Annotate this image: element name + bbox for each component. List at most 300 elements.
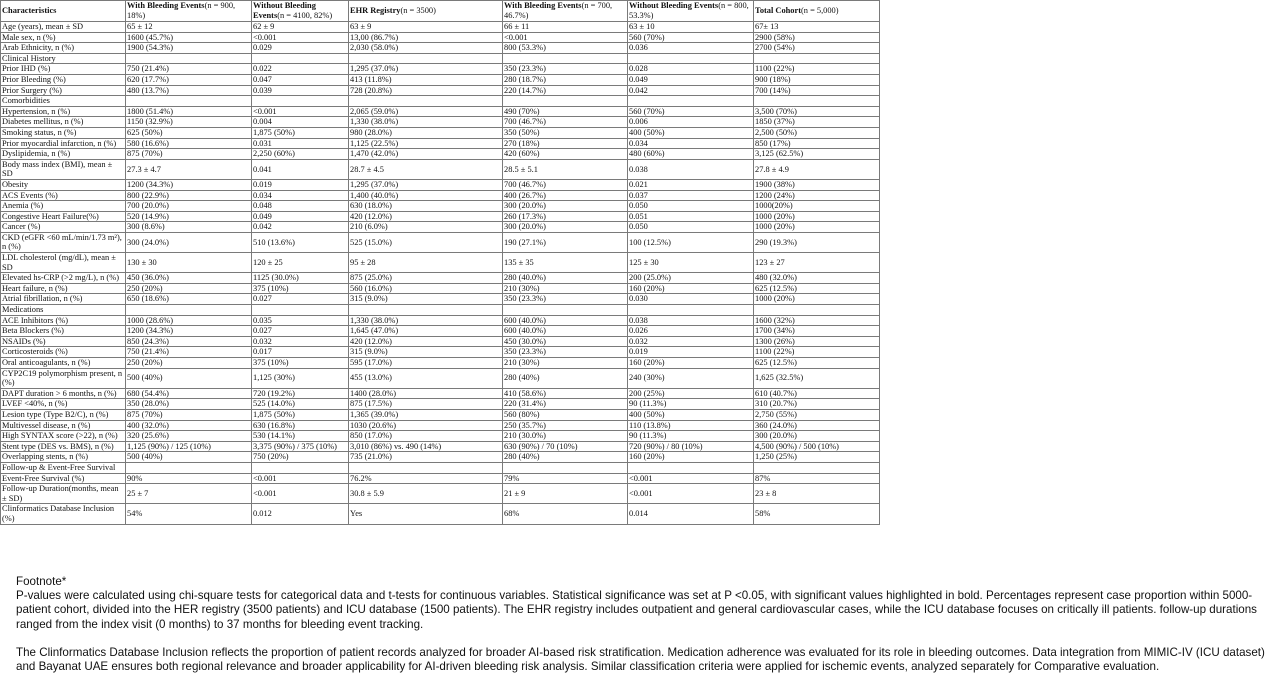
row-label-cell: Clinformatics Database Inclusion (%) [1,504,126,524]
row-label-cell: Hypertension, n (%) [1,106,126,117]
table-cell: 270 (18%) [503,138,628,149]
table-cell: 0.028 [628,64,754,75]
table-cell: 0.019 [628,347,754,358]
table-cell: 125 ± 30 [628,253,754,273]
table-row [1,96,880,107]
table-cell: 630 (16.8%) [252,420,349,431]
column-header [628,1,754,22]
table-row [1,462,880,473]
table-cell: 0.034 [628,138,754,149]
table-cell: 1000 (28.6%) [126,315,252,326]
table-cell: 2,500 (50%) [754,127,880,138]
table-cell: 200 (25.0%) [628,273,754,284]
table-cell: 1,330 (38.0%) [349,315,503,326]
table-row [1,85,880,96]
table-cell: 0.006 [628,117,754,128]
table-row [1,43,880,54]
table-cell: 2,030 (58.0%) [349,43,503,54]
table-row [1,273,880,284]
table-cell: 750 (20%) [252,452,349,463]
table-cell: 610 (40.7%) [754,388,880,399]
table-cell: <0.001 [252,484,349,504]
table-cell: 1200 (34.3%) [126,179,252,190]
table-cell: 420 (60%) [503,149,628,160]
table-row [1,127,880,138]
table-cell: 1125 (30.0%) [252,273,349,284]
table-cell: 30.8 ± 5.9 [349,484,503,504]
paragraph-gap [16,632,1278,646]
table-row [1,294,880,305]
table-cell: 1900 (54.3%) [126,43,252,54]
table-cell [628,96,754,107]
table-cell: 21 ± 9 [503,484,628,504]
table-cell [349,305,503,316]
table-cell: 750 (21.4%) [126,347,252,358]
row-label-cell: Event-Free Survival (%) [1,473,126,484]
table-cell: 1150 (32.9%) [126,117,252,128]
column-header [754,1,880,22]
table-cell: 120 ± 25 [252,253,349,273]
row-label-cell: Diabetes mellitus, n (%) [1,117,126,128]
table-row [1,441,880,452]
table-cell: 630 (18.0%) [349,201,503,212]
table-cell: 13,00 (86.7%) [349,32,503,43]
table-cell: 1,875 (50%) [252,409,349,420]
table-row [1,222,880,233]
table-header-row [1,1,880,22]
table-cell: 500 (40%) [126,368,252,388]
column-header-title: Without Bleeding Events [629,1,719,11]
row-label-cell: Cancer (%) [1,222,126,233]
table-cell: 260 (17.3%) [503,211,628,222]
table-row [1,159,880,179]
table-cell: 0.049 [628,74,754,85]
table-cell: 1800 (51.4%) [126,106,252,117]
table-cell: 1,125 (90%) / 125 (10%) [126,441,252,452]
table-cell: 0.031 [252,138,349,149]
table-cell: Yes [349,504,503,524]
table-cell: 560 (70%) [628,32,754,43]
table-cell: 525 (15.0%) [349,232,503,252]
table-cell: 190 (27.1%) [503,232,628,252]
table-cell: 90 (11.3%) [628,431,754,442]
table-cell: 200 (25%) [628,388,754,399]
table-cell: 300 (8.6%) [126,222,252,233]
table-cell: 450 (36.0%) [126,273,252,284]
table-row [1,409,880,420]
table-cell: 23 ± 8 [754,484,880,504]
table-cell [126,462,252,473]
table-cell: 95 ± 28 [349,253,503,273]
table-cell: 720 (90%) / 80 (10%) [628,441,754,452]
table-cell: 420 (12.0%) [349,211,503,222]
row-label-cell: LVEF <40%, n (%) [1,399,126,410]
table-cell: 0.037 [628,190,754,201]
footnote-title: Footnote* [16,575,67,588]
table-row [1,211,880,222]
row-label-cell: ACS Events (%) [1,190,126,201]
table-row [1,32,880,43]
table-cell: 27.3 ± 4.7 [126,159,252,179]
table-cell: 350 (23.3%) [503,347,628,358]
table-cell: 0.034 [252,190,349,201]
row-label-cell: ACE Inhibitors (%) [1,315,126,326]
table-cell: 410 (58.6%) [503,388,628,399]
table-cell: 67± 13 [754,22,880,33]
table-cell: 0.041 [252,159,349,179]
table-cell: 0.049 [252,211,349,222]
column-header-count: (n = 3500) [400,6,436,16]
table-cell: 0.017 [252,347,349,358]
row-label-cell: Anemia (%) [1,201,126,212]
table-cell: 735 (21.0%) [349,452,503,463]
table-cell: <0.001 [252,473,349,484]
row-label-cell: Oral anticoagulants, n (%) [1,358,126,369]
table-cell: 1,295 (37.0%) [349,64,503,75]
table-cell: 1300 (26%) [754,336,880,347]
table-cell: 595 (17.0%) [349,358,503,369]
table-cell: 220 (31.4%) [503,399,628,410]
table-cell: 850 (17.0%) [349,431,503,442]
table-cell: 350 (50%) [503,127,628,138]
row-label-cell: Prior Bleeding (%) [1,74,126,85]
table-cell: 0.047 [252,74,349,85]
table-cell: 525 (14.0%) [252,399,349,410]
table-cell: <0.001 [252,32,349,43]
table-cell: 65 ± 12 [126,22,252,33]
table-cell: 0.050 [628,201,754,212]
row-label-cell: Lesion type (Type B2/C), n (%) [1,409,126,420]
table-cell: 0.050 [628,222,754,233]
table-cell: 0.029 [252,43,349,54]
table-cell: 0.027 [252,294,349,305]
table-cell: 76.2% [349,473,503,484]
table-cell: 1030 (20.6%) [349,420,503,431]
table-row [1,253,880,273]
table-cell: 1000(20%) [754,201,880,212]
table-cell: 728 (20.8%) [349,85,503,96]
table-cell: 130 ± 30 [126,253,252,273]
table-cell: 560 (16.0%) [349,283,503,294]
table-cell: 400 (50%) [628,409,754,420]
table-cell: 0.026 [628,326,754,337]
table-cell: 4,500 (90%) / 500 (10%) [754,441,880,452]
table-cell [126,305,252,316]
column-header-count: (n = 900, 18%) [127,1,236,20]
row-label-cell: Corticosteroids (%) [1,347,126,358]
table-cell: 1700 (34%) [754,326,880,337]
table-cell: 87% [754,473,880,484]
row-label-cell: Overlapping stents, n (%) [1,452,126,463]
row-label-cell: Clinical History [1,53,126,64]
row-label-cell: Male sex, n (%) [1,32,126,43]
table-cell: 2700 (54%) [754,43,880,54]
table-cell: 0.004 [252,117,349,128]
table-cell [628,305,754,316]
table-cell: 360 (24.0%) [754,420,880,431]
table-row [1,368,880,388]
table-cell: 1,295 (37.0%) [349,179,503,190]
row-label-cell: Prior myocardial infarction, n (%) [1,138,126,149]
table-cell: 630 (90%) / 70 (10%) [503,441,628,452]
table-cell: 800 (53.3%) [503,43,628,54]
table-cell: 0.042 [628,85,754,96]
table-cell: 700 (14%) [754,85,880,96]
table-cell: 625 (50%) [126,127,252,138]
table-row [1,64,880,75]
table-cell: 800 (22.9%) [126,190,252,201]
table-row [1,388,880,399]
table-cell: 750 (21.4%) [126,64,252,75]
table-cell [503,96,628,107]
table-cell: 1200 (24%) [754,190,880,201]
table-row [1,420,880,431]
table-row [1,473,880,484]
table-cell: 280 (18.7%) [503,74,628,85]
table-cell: 1,125 (22.5%) [349,138,503,149]
table-cell: 500 (40%) [126,452,252,463]
column-header-count: (n = 4100, 82%) [277,11,333,20]
table-cell: 28.7 ± 4.5 [349,159,503,179]
table-cell: 300 (24.0%) [126,232,252,252]
table-cell: 66 ± 11 [503,22,628,33]
table-cell: 3,125 (62.5%) [754,149,880,160]
footnote [16,575,1278,674]
row-label-cell: Arab Ethnicity, n (%) [1,43,126,54]
table-cell: 1100 (22%) [754,64,880,75]
table-cell: 250 (20%) [126,358,252,369]
column-header [349,1,503,22]
table-cell: 455 (13.0%) [349,368,503,388]
table-cell: 850 (17%) [754,138,880,149]
table-row [1,22,880,33]
table-cell: 280 (40.0%) [503,273,628,284]
table-cell: 0.021 [628,179,754,190]
table-cell: <0.001 [503,32,628,43]
table-cell: 1,125 (30%) [252,368,349,388]
table-cell: 68% [503,504,628,524]
row-label-cell: CYP2C19 polymorphism present, n (%) [1,368,126,388]
row-label-cell: Body mass index (BMI), mean ± SD [1,159,126,179]
table-row [1,399,880,410]
table-cell: 290 (19.3%) [754,232,880,252]
row-label-cell: Heart failure, n (%) [1,283,126,294]
table-cell: 0.035 [252,315,349,326]
table-cell: 0.027 [252,326,349,337]
table-cell: 1600 (45.7%) [126,32,252,43]
table-row [1,179,880,190]
row-label-cell: Smoking status, n (%) [1,127,126,138]
column-header [252,1,349,22]
table-row [1,106,880,117]
table-cell: 2,750 (55%) [754,409,880,420]
row-label-cell: Beta Blockers (%) [1,326,126,337]
table-cell: 350 (23.3%) [503,294,628,305]
table-cell: 520 (14.9%) [126,211,252,222]
table-cell: 620 (17.7%) [126,74,252,85]
table-cell: 650 (18.6%) [126,294,252,305]
table-cell: 3,500 (70%) [754,106,880,117]
table-cell: 1850 (37%) [754,117,880,128]
table-cell: 1600 (32%) [754,315,880,326]
table-cell: 315 (9.0%) [349,294,503,305]
table-cell [252,305,349,316]
row-label-cell: NSAIDs (%) [1,336,126,347]
table-cell: 315 (9.0%) [349,347,503,358]
table-row [1,336,880,347]
table-cell: 250 (35.7%) [503,420,628,431]
table-row [1,149,880,160]
row-label-cell: Prior IHD (%) [1,64,126,75]
table-row [1,138,880,149]
table-row [1,53,880,64]
table-cell: 2,065 (59.0%) [349,106,503,117]
table-cell: 3,375 (90%) / 375 (10%) [252,441,349,452]
table-cell: 210 (6.0%) [349,222,503,233]
table-cell: 480 (60%) [628,149,754,160]
table-cell: 220 (14.7%) [503,85,628,96]
table-cell: 1,400 (40.0%) [349,190,503,201]
table-cell: 375 (10%) [252,283,349,294]
table-cell: 1,645 (47.0%) [349,326,503,337]
row-label-cell: Follow-up & Event-Free Survival [1,462,126,473]
table-cell: 375 (10%) [252,358,349,369]
table-cell [349,96,503,107]
table-cell: 310 (20.7%) [754,399,880,410]
table-cell: 63 ± 10 [628,22,754,33]
table-cell [754,462,880,473]
table-cell: 100 (12.5%) [628,232,754,252]
table-cell: 480 (32.0%) [754,273,880,284]
table-cell: 0.039 [252,85,349,96]
table-cell: 1,330 (38.0%) [349,117,503,128]
table-cell: 450 (30.0%) [503,336,628,347]
table-cell: 0.051 [628,211,754,222]
table-cell [349,462,503,473]
table-cell: 560 (80%) [503,409,628,420]
table-cell: 240 (30%) [628,368,754,388]
table-cell: 2,250 (60%) [252,149,349,160]
row-label-cell: Dyslipidemia, n (%) [1,149,126,160]
table-cell: 875 (17.5%) [349,399,503,410]
row-label-cell: DAPT duration > 6 months, n (%) [1,388,126,399]
table-cell: 79% [503,473,628,484]
table-cell: 28.5 ± 5.1 [503,159,628,179]
table-cell: 720 (19.2%) [252,388,349,399]
table-cell: 580 (16.6%) [126,138,252,149]
column-header [1,1,126,22]
table-row [1,74,880,85]
table-cell: 250 (20%) [126,283,252,294]
table-cell: 530 (14.1%) [252,431,349,442]
column-header-title: Total Cohort [755,6,801,16]
table-row [1,232,880,252]
table-cell: 3,010 (86%) vs. 490 (14%) [349,441,503,452]
table-cell: 0.038 [628,159,754,179]
table-cell: 875 (25.0%) [349,273,503,284]
table-row [1,347,880,358]
row-label-cell: Stent type (DES vs. BMS), n (%) [1,441,126,452]
table-cell: 700 (46.7%) [503,179,628,190]
table-cell: 700 (20.0%) [126,201,252,212]
table-cell: 62 ± 9 [252,22,349,33]
table-cell: 400 (50%) [628,127,754,138]
table-cell: 0.032 [628,336,754,347]
table-cell: 413 (11.8%) [349,74,503,85]
table-cell: 0.030 [628,294,754,305]
table-cell: 280 (40%) [503,452,628,463]
table-cell: 280 (40%) [503,368,628,388]
table-cell: 420 (12.0%) [349,336,503,347]
table-cell: 320 (25.6%) [126,431,252,442]
table-cell [754,53,880,64]
column-header [126,1,252,22]
table-row [1,484,880,504]
table-cell: 1000 (20%) [754,222,880,233]
table-cell: 510 (13.6%) [252,232,349,252]
table-cell [349,53,503,64]
row-label-cell: Comorbidities [1,96,126,107]
table-cell: 0.042 [252,222,349,233]
table-cell: 0.014 [628,504,754,524]
column-header-title: EHR Registry [350,6,401,16]
table-cell [754,96,880,107]
table-cell: 110 (13.8%) [628,420,754,431]
table-cell: 625 (12.5%) [754,283,880,294]
table-cell: 900 (18%) [754,74,880,85]
table-cell: 875 (70%) [126,409,252,420]
table-cell: 1,875 (50%) [252,127,349,138]
table-cell: 680 (54.4%) [126,388,252,399]
table-cell: 700 (46.7%) [503,117,628,128]
table-cell: <0.001 [252,106,349,117]
table-row [1,452,880,463]
table-cell: 0.032 [252,336,349,347]
table-cell: 0.022 [252,64,349,75]
table-cell: 875 (70%) [126,149,252,160]
row-label-cell: Elevated hs-CRP (>2 mg/L), n (%) [1,273,126,284]
column-header-title: Without Bleeding Events [253,1,316,20]
table-cell: 90% [126,473,252,484]
column-header-count: (n = 700, 46.7%) [504,1,613,20]
table-cell: 1,625 (32.5%) [754,368,880,388]
table-row [1,504,880,524]
column-header-title: Characteristics [2,6,57,16]
table-cell: 210 (30%) [503,283,628,294]
table-cell: 123 ± 27 [754,253,880,273]
table-row [1,358,880,369]
table-cell: 850 (24.3%) [126,336,252,347]
footnote-paragraph-2: The Clinformatics Database Inclusion reflects the proportion of patient records analyzed for broader AI-based risk stratification. Medication adherence was evaluated for its role in bleeding outcomes. Data integration from MIMIC-IV (ICU dataset) and Bayanat UAE ensures both regional relevance and broader applicability for AI-driven bleeding risk analysis. Similar classification criteria were applied for ischemic events, analyzed separately for Comparative evaluation. [16,645,1265,674]
table-cell [628,53,754,64]
row-label-cell: CKD (eGFR <60 mL/min/1.73 m²), n (%) [1,232,126,252]
table-cell: <0.001 [628,484,754,504]
table-cell: 25 ± 7 [126,484,252,504]
table-cell: 600 (40.0%) [503,326,628,337]
table-cell: 90 (11.3%) [628,399,754,410]
column-header [503,1,628,22]
table-cell [126,96,252,107]
row-label-cell: Medications [1,305,126,316]
table-cell: 350 (28.0%) [126,399,252,410]
row-label-cell: Follow-up Duration(months, mean ± SD) [1,484,126,504]
table-cell: 600 (40.0%) [503,315,628,326]
table-cell: 54% [126,504,252,524]
table-cell [252,462,349,473]
column-header-count: (n = 800, 53.3%) [629,1,749,20]
table-cell: 300 (20.0%) [503,222,628,233]
table-cell: 1000 (20%) [754,211,880,222]
